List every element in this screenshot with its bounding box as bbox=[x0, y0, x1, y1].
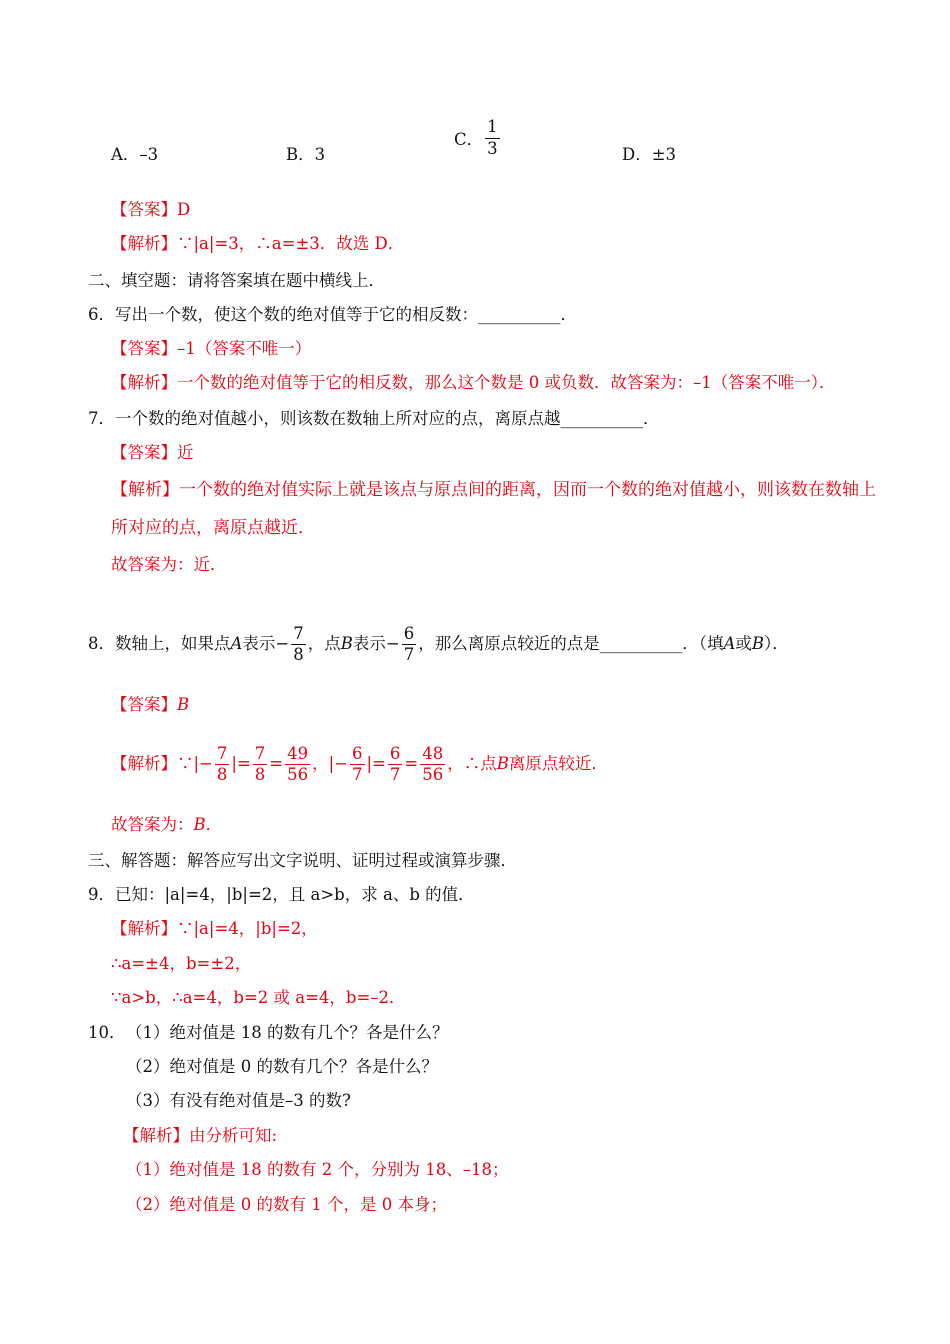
q8-or: 或 bbox=[735, 634, 752, 653]
analysis-mid: ，|− bbox=[312, 754, 348, 773]
conclusion-value: B bbox=[193, 815, 206, 834]
analysis-tag: 【解析】 bbox=[111, 480, 179, 500]
fraction-49-56 bbox=[285, 743, 310, 784]
fill-a: A bbox=[723, 634, 736, 653]
fraction-denominator: 8 bbox=[254, 765, 266, 784]
fraction-denominator: 56 bbox=[287, 765, 309, 784]
fraction-denominator: 8 bbox=[293, 645, 304, 664]
answer-tag: 【答案】 bbox=[111, 695, 177, 714]
analysis-tag: 【解析】 bbox=[111, 754, 177, 773]
equals-2: = bbox=[404, 754, 419, 773]
q9-question: 9．已知：|a|=4，|b|=2，且 a>b，求 a、b 的值． bbox=[88, 885, 475, 904]
analysis-tag: 【解析】 bbox=[111, 373, 177, 392]
q8-analysis bbox=[111, 732, 608, 796]
q7-analysis bbox=[111, 479, 876, 501]
equals: = bbox=[269, 754, 284, 773]
q8-text-3: ，点 bbox=[307, 634, 341, 653]
conclusion-end: ． bbox=[205, 815, 223, 834]
analysis-text: ∵|a|=4，|b|=2， bbox=[177, 919, 318, 938]
fraction-denominator: 8 bbox=[216, 765, 228, 784]
fraction-numerator: 6 bbox=[403, 623, 415, 643]
q10-number: 10． bbox=[88, 1023, 126, 1042]
point-a-label: A bbox=[230, 634, 243, 653]
analysis-start: ∵|− bbox=[177, 754, 213, 773]
fraction-denominator: 3 bbox=[487, 138, 498, 158]
analysis-tail-1: ，∴点 bbox=[447, 754, 497, 773]
q8-text-2: 表示− bbox=[242, 634, 290, 653]
fraction-denominator: 7 bbox=[403, 645, 415, 664]
fraction-numerator: 6 bbox=[389, 743, 401, 763]
q8-text-5: ，那么离原点较近的点是__________．（填 bbox=[418, 634, 724, 653]
option-d: D．±3 bbox=[622, 145, 677, 164]
fill-b: B bbox=[751, 634, 765, 653]
abs-equals: |= bbox=[231, 754, 251, 773]
q7-answer bbox=[111, 442, 194, 464]
option-b: B．3 bbox=[286, 145, 326, 164]
analysis-text: 一个数的绝对值实际上就是该点与原点间的距离，因而一个数的绝对值越小，则该数在数轴上 bbox=[179, 480, 876, 500]
fraction-numerator: 7 bbox=[254, 743, 266, 763]
q7-analysis-continued: 所对应的点，离原点越近． bbox=[111, 518, 315, 538]
q10-part-3: （3）有没有绝对值是–3 的数? bbox=[126, 1091, 351, 1110]
answer-tag: 【答案】 bbox=[111, 200, 177, 219]
fraction-b bbox=[402, 623, 417, 664]
q6-analysis bbox=[111, 372, 836, 394]
option-c bbox=[454, 119, 502, 157]
fraction-6-7-b bbox=[388, 743, 403, 784]
q10-analysis bbox=[123, 1125, 277, 1147]
option-c-label: C． bbox=[454, 130, 484, 149]
q9-analysis-2: ∴a=±4，b=±2， bbox=[111, 954, 252, 973]
fraction-numerator: 6 bbox=[352, 743, 363, 763]
answer-tag: 【答案】 bbox=[111, 339, 177, 358]
answer-tag: 【答案】 bbox=[111, 443, 177, 462]
option-c-fraction bbox=[485, 119, 500, 157]
analysis-tail-2: 离原点较近． bbox=[508, 754, 608, 773]
q8-question bbox=[88, 612, 789, 676]
answer-value: 近 bbox=[177, 443, 194, 462]
q9-analysis-3: ∵a>b，∴a=4，b=2 或 a=4，b=–2． bbox=[111, 988, 406, 1007]
fraction-a bbox=[291, 623, 306, 664]
analysis-text: ∵|a|=3，∴a=±3．故选 D． bbox=[177, 234, 405, 253]
analysis-point-b: B bbox=[496, 754, 509, 773]
fraction-denominator: 56 bbox=[422, 765, 444, 784]
fraction-numerator: 1 bbox=[487, 117, 498, 136]
fraction-numerator: 7 bbox=[293, 623, 304, 643]
fraction-numerator: 49 bbox=[287, 743, 309, 763]
conclusion-prefix: 故答案为： bbox=[111, 815, 194, 834]
q8-end: ）． bbox=[764, 634, 789, 653]
fraction-numerator: 7 bbox=[216, 743, 228, 763]
q8-conclusion bbox=[111, 814, 222, 836]
fraction-7-8-b bbox=[253, 743, 268, 784]
q7-question: 7．一个数的绝对值越小，则该数在数轴上所对应的点，离原点越__________． bbox=[88, 409, 660, 428]
q6-question: 6．写出一个数，使这个数的绝对值等于它的相反数：__________． bbox=[88, 305, 577, 324]
option-a: A．–3 bbox=[111, 145, 159, 164]
answer-value: B bbox=[177, 695, 190, 714]
fraction-7-8 bbox=[215, 743, 230, 784]
point-b-label: B bbox=[340, 634, 353, 653]
section-3-heading: 三、解答题：解答应写出文字说明、证明过程或演算步骤． bbox=[88, 851, 517, 870]
q7-conclusion: 故答案为：近． bbox=[111, 555, 227, 574]
fraction-denominator: 7 bbox=[352, 765, 363, 784]
fraction-48-56 bbox=[420, 743, 445, 784]
answer-value: D bbox=[177, 200, 191, 219]
fraction-numerator: 48 bbox=[422, 743, 444, 763]
q10-answer-2: （2）绝对值是 0 的数有 1 个，是 0 本身； bbox=[126, 1195, 447, 1214]
abs-equals-2: |= bbox=[366, 754, 386, 773]
q9-analysis bbox=[111, 918, 318, 940]
analysis-tag: 【解析】 bbox=[111, 919, 177, 938]
analysis-tag: 【解析】 bbox=[123, 1126, 189, 1145]
q5-answer bbox=[111, 199, 190, 221]
fraction-6-7 bbox=[350, 743, 365, 784]
q6-answer bbox=[111, 338, 311, 360]
q8-text-4: 表示− bbox=[352, 634, 400, 653]
section-2-heading: 二、填空题：请将答案填在题中横线上． bbox=[88, 271, 385, 290]
analysis-text: 一个数的绝对值等于它的相反数，那么这个数是 0 或负数．故答案为：–1（答案不唯一）． bbox=[177, 373, 836, 392]
q5-analysis bbox=[111, 233, 404, 255]
analysis-intro: 由分析可知: bbox=[189, 1126, 278, 1145]
fraction-denominator: 7 bbox=[389, 765, 401, 784]
q8-text-1: 8．数轴上，如果点 bbox=[88, 634, 231, 653]
q10-answer-1: （1）绝对值是 18 的数有 2 个，分别为 18、–18； bbox=[126, 1160, 509, 1179]
q10-part-1: （1）绝对值是 18 的数有几个？各是什么？ bbox=[126, 1023, 449, 1042]
q8-answer bbox=[111, 694, 189, 716]
analysis-tag: 【解析】 bbox=[111, 234, 177, 253]
answer-value: –1（答案不唯一） bbox=[177, 339, 312, 358]
q10-part-2: （2）绝对值是 0 的数有几个？各是什么？ bbox=[126, 1057, 438, 1076]
